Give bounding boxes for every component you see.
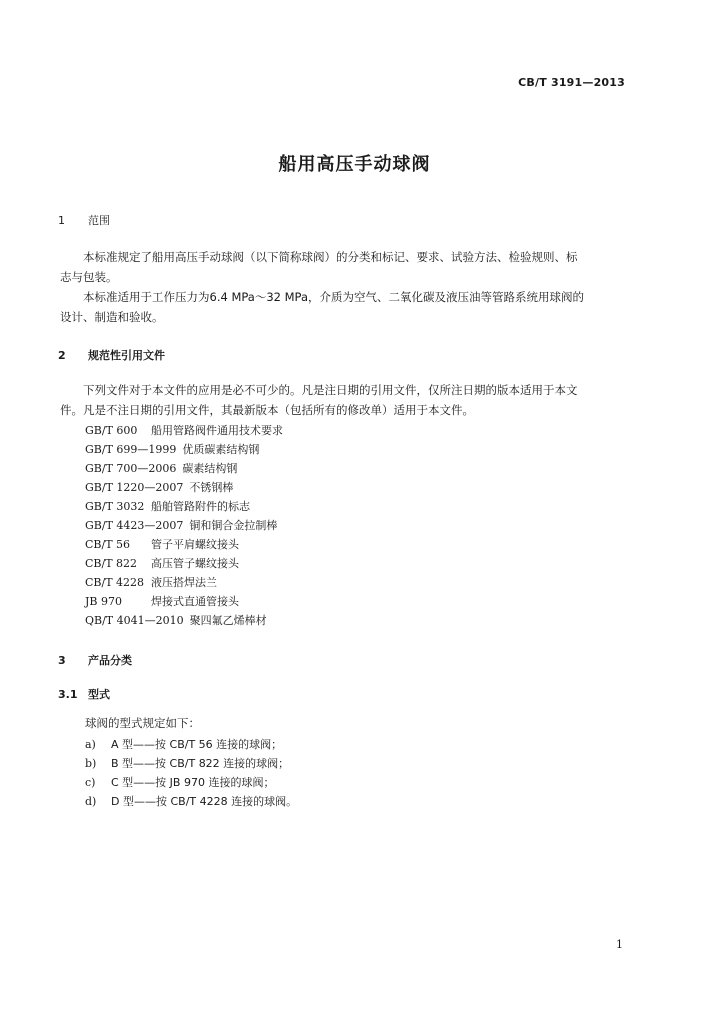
reference-item: [85, 574, 217, 590]
reference-code: GB/T 700—2006: [85, 462, 177, 475]
list-text: B 型——按 CB/T 822 连接的球阀；: [111, 757, 290, 770]
reference-code: GB/T 1220—2007: [85, 481, 184, 494]
list-marker: d): [85, 795, 97, 808]
list-item: [85, 755, 289, 771]
paragraph-line: 本标准规定了船用高压手动球阀（以下简称球阀）的分类和标记、要求、试验方法、检验规则、标: [83, 250, 578, 264]
section-number: 3: [58, 654, 66, 667]
list-marker: b): [85, 757, 97, 770]
reference-item: [85, 593, 239, 609]
reference-code: CB/T 56: [85, 538, 131, 551]
list-item: [85, 793, 297, 809]
standard-number: CB/T 3191—2013: [518, 76, 625, 89]
list-text: C 型——按 JB 970 连接的球阀；: [111, 776, 275, 789]
reference-title: 管子平肩螺纹接头: [151, 538, 239, 551]
paragraph-line: 志与包装。: [60, 270, 118, 284]
subsection-3-1-heading: [58, 686, 110, 702]
list-marker: a): [85, 738, 96, 751]
paragraph-line: 件。凡是不注日期的引用文件，其最新版本（包括所有的修改单）适用于本文件。: [60, 403, 474, 417]
reference-title: 不锈钢棒: [189, 481, 234, 494]
reference-title: 船舶管路附件的标志: [151, 500, 250, 513]
reference-item: [85, 460, 237, 476]
reference-title: 优质碳素结构钢: [182, 443, 260, 456]
reference-item: [85, 555, 239, 571]
section-title: 规范性引用文件: [88, 349, 165, 362]
reference-item: [85, 517, 277, 533]
reference-code: CB/T 822: [85, 557, 138, 570]
reference-code: QB/T 4041—2010: [85, 614, 184, 627]
reference-code: GB/T 600: [85, 424, 138, 437]
list-text: D 型——按 CB/T 4228 连接的球阀。: [111, 795, 298, 808]
section-title: 范围: [88, 214, 110, 227]
document-title: 船用高压手动球阀: [278, 154, 431, 175]
section-number: 2: [58, 349, 66, 362]
reference-title: 船用管路阀件通用技术要求: [151, 424, 283, 437]
reference-item: [85, 498, 250, 514]
reference-title: 聚四氟乙烯棒材: [189, 614, 267, 627]
paragraph-line: 本标准适用于工作压力为6.4 MPa～32 MPa，介质为空气、二氧化碳及液压油等管路系统用球阀的: [83, 290, 585, 304]
reference-title: 液压搭焊法兰: [151, 576, 217, 589]
reference-title: 高压管子螺纹接头: [151, 557, 239, 570]
section-2-heading: [58, 347, 165, 363]
list-marker: c): [85, 776, 96, 789]
reference-code: GB/T 4423—2007: [85, 519, 184, 532]
reference-item: [85, 536, 239, 552]
reference-item: [85, 422, 283, 438]
reference-code: JB 970: [85, 595, 122, 608]
list-item: [85, 736, 282, 752]
paragraph-line: 设计、制造和验收。: [60, 310, 164, 324]
reference-code: CB/T 4228: [85, 576, 145, 589]
reference-code: GB/T 3032: [85, 500, 145, 513]
reference-title: 焊接式直通管接头: [151, 595, 239, 608]
list-item: [85, 774, 274, 790]
reference-item: [85, 479, 233, 495]
paragraph-line: 球阀的型式规定如下：: [85, 716, 200, 730]
section-1-heading: [58, 212, 110, 228]
page-number: 1: [616, 938, 623, 951]
reference-item: [85, 612, 267, 628]
reference-code: GB/T 699—1999: [85, 443, 177, 456]
reference-title: 碳素结构钢: [182, 462, 238, 475]
section-3-heading: [58, 652, 132, 668]
subsection-number: 3.1: [58, 688, 78, 701]
list-text: A 型——按 CB/T 56 连接的球阀；: [111, 738, 283, 751]
subsection-title: 型式: [88, 688, 110, 701]
section-number: 1: [58, 214, 65, 227]
paragraph-line: 下列文件对于本文件的应用是必不可少的。凡是注日期的引用文件，仅所注日期的版本适用于本文: [83, 383, 578, 397]
section-title: 产品分类: [88, 654, 132, 667]
reference-item: [85, 441, 259, 457]
reference-title: 铜和铜合金拉制棒: [189, 519, 278, 532]
